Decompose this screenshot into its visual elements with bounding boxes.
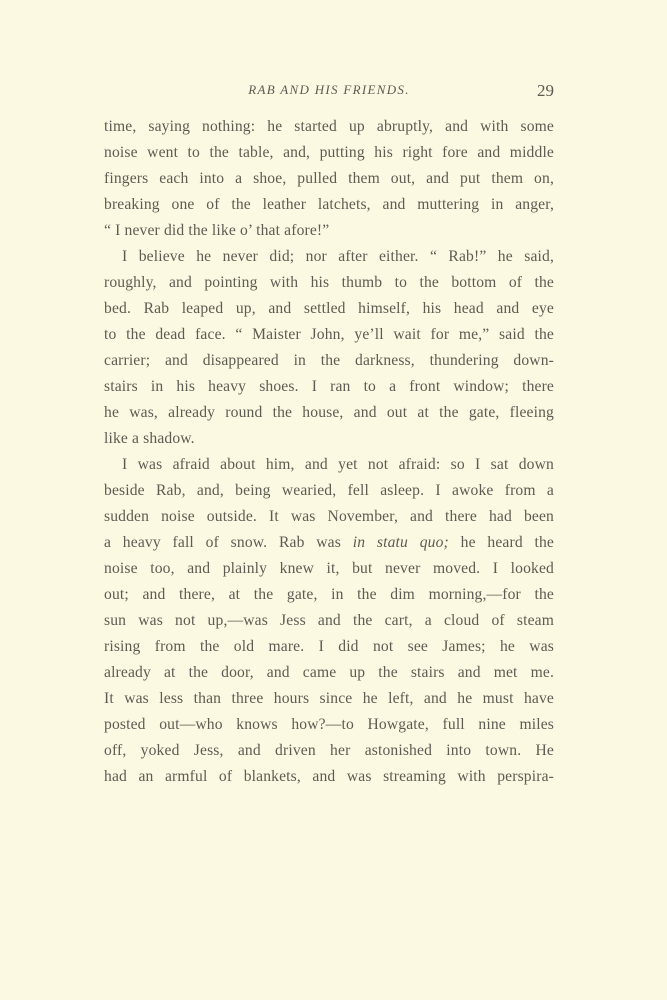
text-line: sudden noise outside. It was November, and there had been [104, 508, 554, 525]
text-line: to the dead face. “ Maister John, ye’ll wait for me,” said the [104, 326, 554, 343]
running-head [104, 80, 554, 100]
text-line: fingers each into a shoe, pulled them out, and put them on, [104, 170, 554, 187]
text-line: rising from the old mare. I did not see James; he was [104, 638, 554, 655]
text-line: off, yoked Jess, and driven her astonished into town. He [104, 742, 554, 759]
text-line [104, 530, 554, 556]
text-line: carrier; and disappeared in the darkness, thundering down- [104, 352, 554, 369]
text-line: “ I never did the like o’ that afore!” [104, 222, 330, 239]
text-line: already at the door, and came up the stairs and met me. [104, 664, 554, 681]
text-line: beside Rab, and, being wearied, fell asleep. I awoke from a [104, 482, 554, 499]
text-line: I was afraid about him, and yet not afraid: so I sat down [122, 456, 554, 473]
text-line: out; and there, at the gate, in the dim morning,—for the [104, 586, 554, 603]
text-line: sun was not up,—was Jess and the cart, a cloud of steam [104, 612, 554, 629]
text-line: posted out—who knows how?—to Howgate, full nine miles [104, 716, 554, 733]
text-span: he heard the [460, 534, 555, 551]
text-line: It was less than three hours since he left, and he must have [104, 690, 554, 707]
text-line: roughly, and pointing with his thumb to the bottom of the [104, 274, 554, 291]
running-title: RAB AND HIS FRIENDS. [248, 82, 410, 97]
text-line: I believe he never did; nor after either. “ Rab!” he said, [122, 248, 554, 265]
text-line: time, saying nothing: he started up abruptly, and with some [104, 118, 554, 135]
text-line: noise went to the table, and, putting his right fore and middle [104, 144, 554, 161]
text-span: a heavy fall of snow. Rab was [104, 534, 341, 551]
page-number: 29 [537, 81, 554, 100]
text-line: had an armful of blankets, and was streaming with perspira- [104, 768, 554, 785]
text-line: noise too, and plainly knew it, but never moved. I looked [104, 560, 554, 577]
body-text [104, 114, 554, 790]
text-line: he was, already round the house, and out at the gate, fleeing [104, 404, 554, 421]
italic-phrase: in statu quo; [352, 534, 449, 551]
text-line: bed. Rab leaped up, and settled himself, his head and eye [104, 300, 554, 317]
text-line: like a shadow. [104, 430, 195, 447]
text-line: breaking one of the leather latchets, and muttering in anger, [104, 196, 554, 213]
text-line: stairs in his heavy shoes. I ran to a front window; there [104, 378, 554, 395]
